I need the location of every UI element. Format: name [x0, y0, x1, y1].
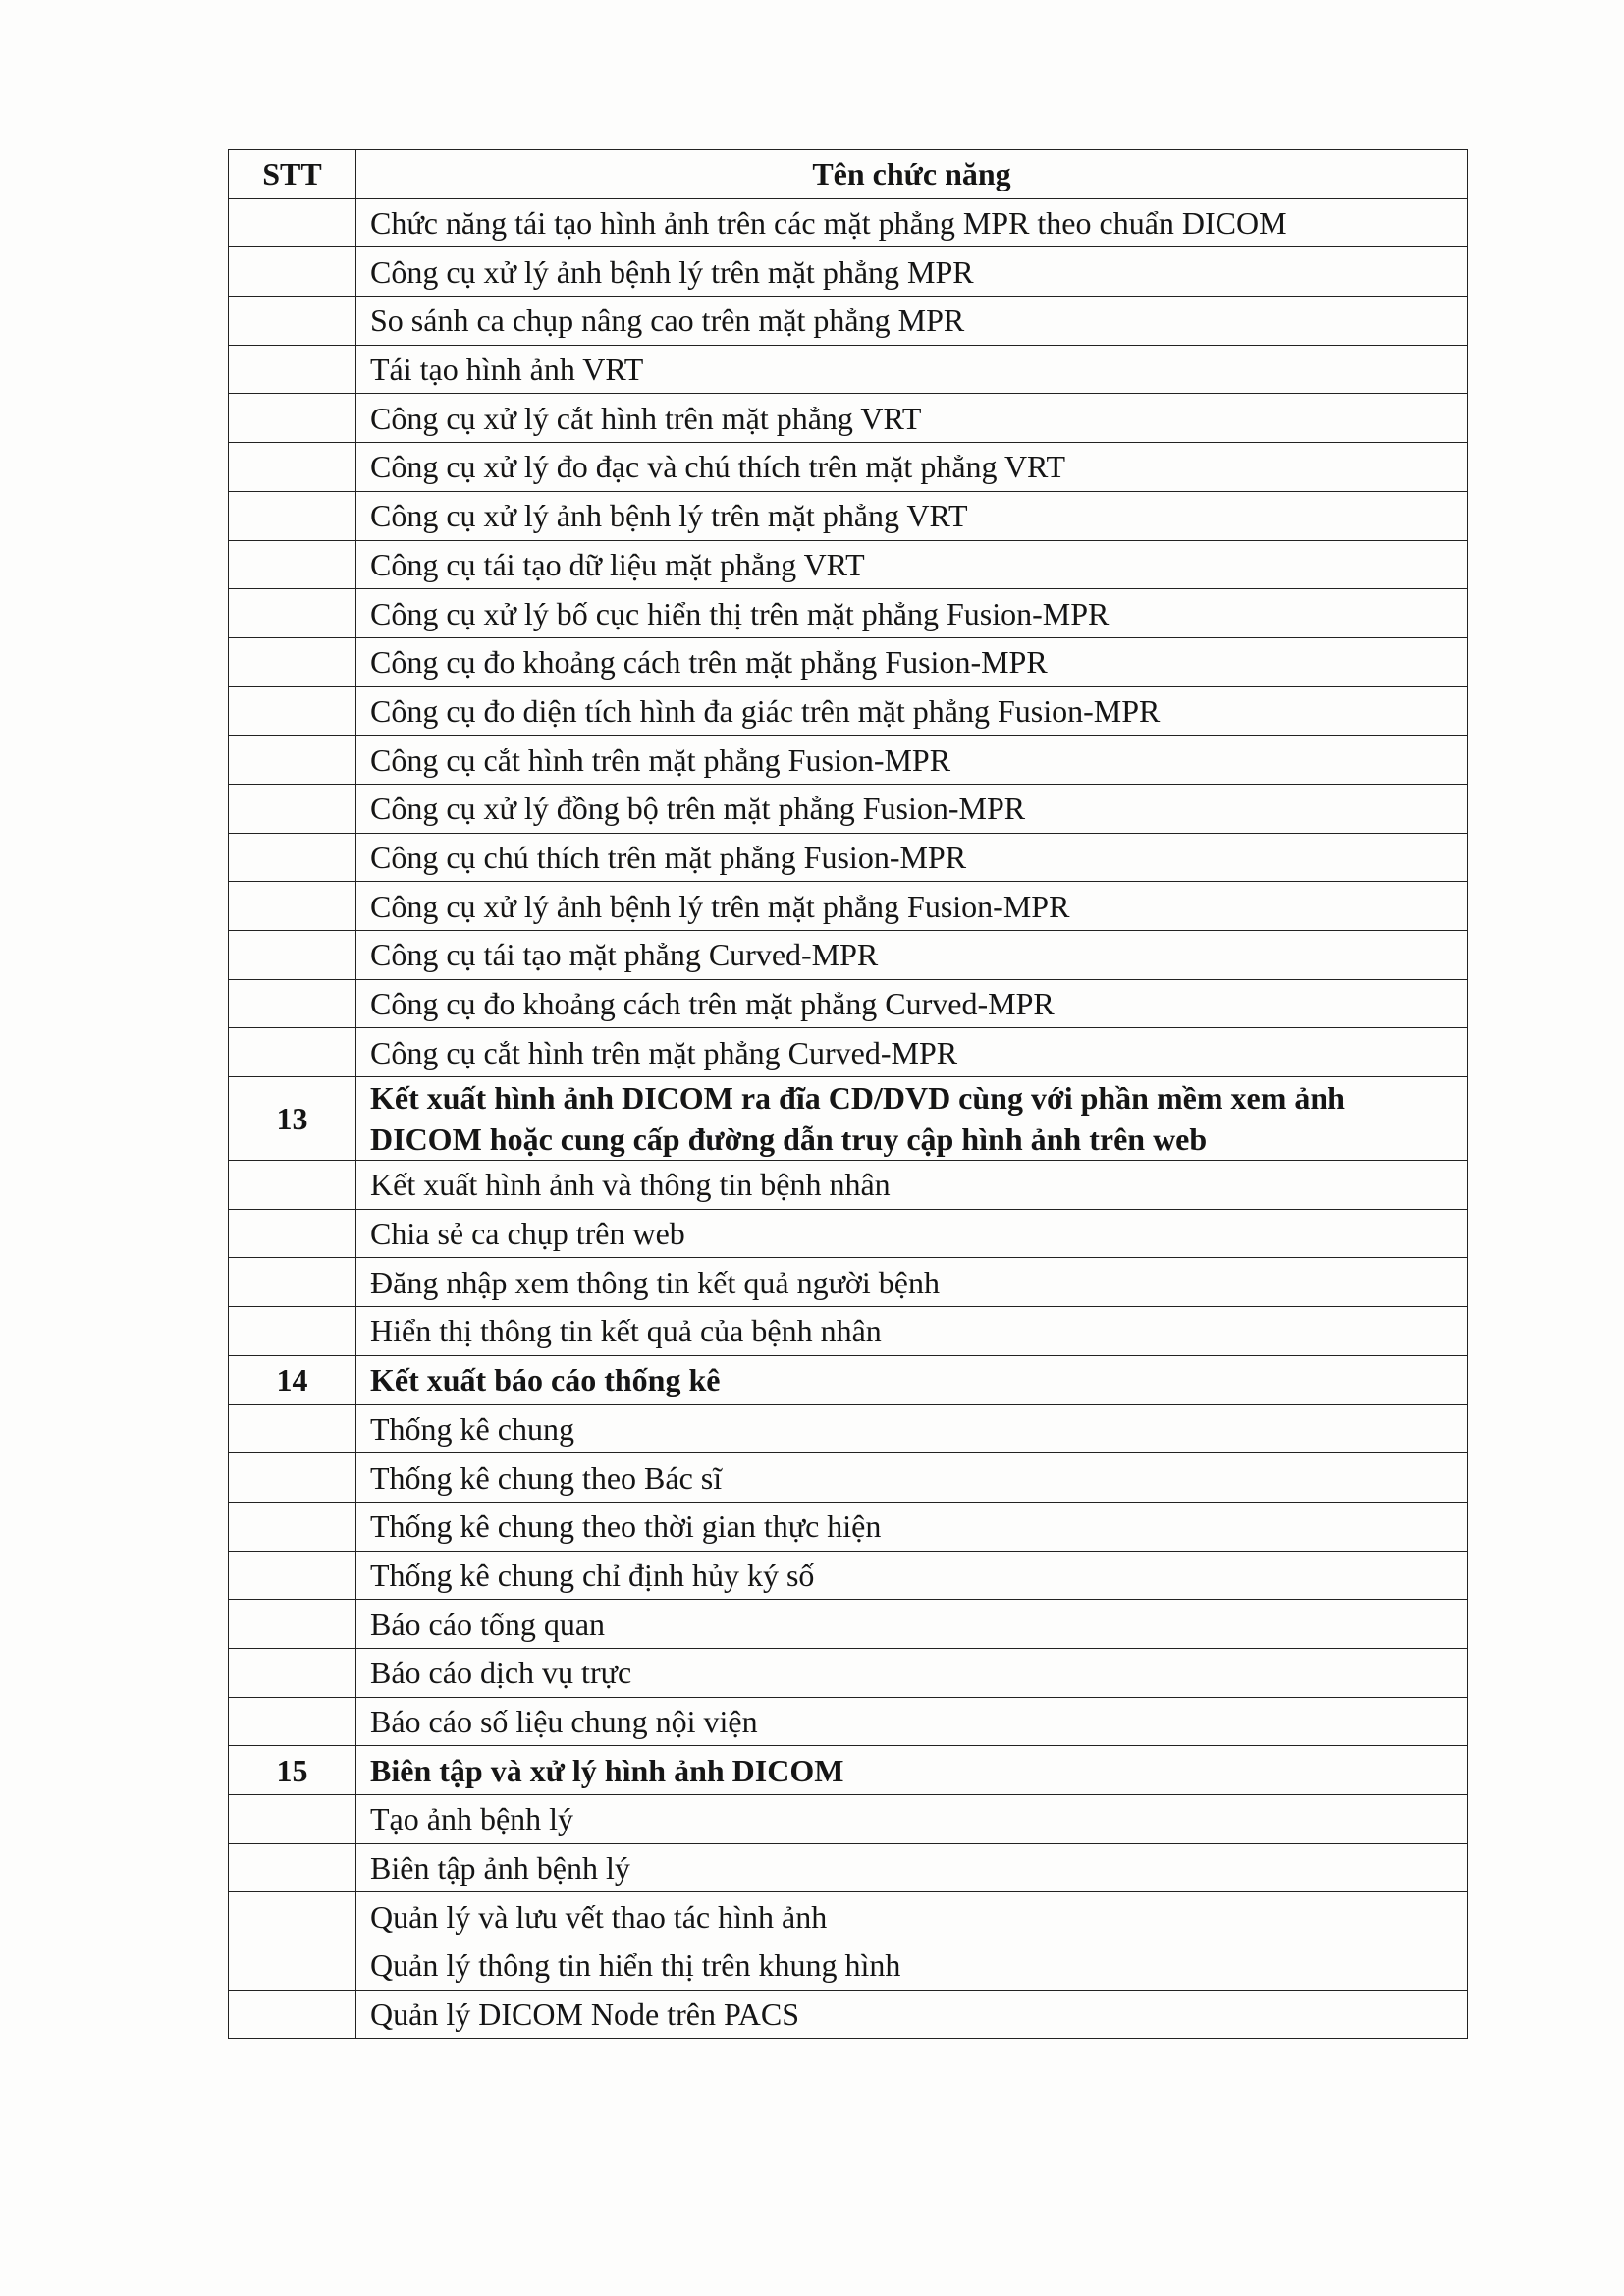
stt-cell: 15 — [229, 1746, 356, 1795]
function-name-cell: Công cụ xử lý cắt hình trên mặt phẳng VRT — [356, 394, 1468, 443]
table-row — [229, 882, 1468, 931]
function-name-cell: Công cụ xử lý bố cục hiển thị trên mặt phẳng Fusion-MPR — [356, 589, 1468, 638]
stt-cell — [229, 1453, 356, 1503]
stt-cell — [229, 198, 356, 247]
stt-cell — [229, 491, 356, 540]
stt-cell — [229, 784, 356, 833]
stt-cell — [229, 1551, 356, 1600]
function-table — [228, 149, 1468, 2039]
stt-cell — [229, 1697, 356, 1746]
table-row — [229, 491, 1468, 540]
function-name-cell: Công cụ chú thích trên mặt phẳng Fusion-MPR — [356, 833, 1468, 882]
table-row — [229, 394, 1468, 443]
stt-cell — [229, 931, 356, 980]
stt-cell — [229, 1258, 356, 1307]
function-name-cell: Báo cáo số liệu chung nội viện — [356, 1697, 1468, 1746]
table-row — [229, 686, 1468, 736]
table-row — [229, 1161, 1468, 1210]
function-name-cell: Quản lý DICOM Node trên PACS — [356, 1990, 1468, 2039]
section-title-cell: Kết xuất báo cáo thống kê — [356, 1355, 1468, 1404]
function-name-cell: Tạo ảnh bệnh lý — [356, 1795, 1468, 1844]
stt-cell — [229, 1990, 356, 2039]
stt-cell — [229, 736, 356, 785]
function-name-cell: Công cụ đo diện tích hình đa giác trên mặt phẳng Fusion-MPR — [356, 686, 1468, 736]
stt-cell — [229, 686, 356, 736]
table-row — [229, 1028, 1468, 1077]
table-row — [229, 1892, 1468, 1941]
function-name-cell: Báo cáo tổng quan — [356, 1600, 1468, 1649]
function-name-cell: Công cụ đo khoảng cách trên mặt phẳng Fusion-MPR — [356, 637, 1468, 686]
function-name-cell: Công cụ cắt hình trên mặt phẳng Fusion-MPR — [356, 736, 1468, 785]
function-name-cell: So sánh ca chụp nâng cao trên mặt phẳng MPR — [356, 297, 1468, 346]
stt-cell — [229, 247, 356, 297]
stt-cell — [229, 1843, 356, 1892]
table-row — [229, 1551, 1468, 1600]
function-name-cell: Tái tạo hình ảnh VRT — [356, 345, 1468, 394]
table-row — [229, 1697, 1468, 1746]
function-name-cell: Công cụ tái tạo mặt phẳng Curved-MPR — [356, 931, 1468, 980]
stt-cell: 14 — [229, 1355, 356, 1404]
stt-cell — [229, 589, 356, 638]
table-row — [229, 589, 1468, 638]
function-name-cell: Thống kê chung theo thời gian thực hiện — [356, 1502, 1468, 1551]
table-row — [229, 247, 1468, 297]
function-name-cell: Công cụ xử lý ảnh bệnh lý trên mặt phẳng VRT — [356, 491, 1468, 540]
function-name-cell: Thống kê chung theo Bác sĩ — [356, 1453, 1468, 1503]
table-row — [229, 1746, 1468, 1795]
table-header-row — [229, 150, 1468, 199]
stt-cell — [229, 1600, 356, 1649]
stt-header: STT — [229, 150, 356, 199]
table-row — [229, 1404, 1468, 1453]
stt-cell — [229, 1161, 356, 1210]
table-row — [229, 1307, 1468, 1356]
stt-cell — [229, 1941, 356, 1991]
stt-cell — [229, 979, 356, 1028]
stt-cell — [229, 1795, 356, 1844]
table-row — [229, 1941, 1468, 1991]
table-row — [229, 345, 1468, 394]
stt-cell — [229, 1648, 356, 1697]
table-row — [229, 198, 1468, 247]
section-title-cell: Biên tập và xử lý hình ảnh DICOM — [356, 1746, 1468, 1795]
function-name-cell: Biên tập ảnh bệnh lý — [356, 1843, 1468, 1892]
table-row — [229, 931, 1468, 980]
table-row — [229, 1600, 1468, 1649]
table-row — [229, 1258, 1468, 1307]
function-name-cell: Quản lý và lưu vết thao tác hình ảnh — [356, 1892, 1468, 1941]
stt-cell — [229, 1892, 356, 1941]
table-row — [229, 1209, 1468, 1258]
function-name-cell: Công cụ xử lý ảnh bệnh lý trên mặt phẳng Fusion-MPR — [356, 882, 1468, 931]
function-name-cell: Quản lý thông tin hiển thị trên khung hình — [356, 1941, 1468, 1991]
stt-cell — [229, 540, 356, 589]
function-name-cell: Hiển thị thông tin kết quả của bệnh nhân — [356, 1307, 1468, 1356]
table-body — [229, 198, 1468, 2039]
table-row — [229, 784, 1468, 833]
function-name-cell: Báo cáo dịch vụ trực — [356, 1648, 1468, 1697]
function-name-cell: Công cụ xử lý ảnh bệnh lý trên mặt phẳng MPR — [356, 247, 1468, 297]
table-row — [229, 540, 1468, 589]
function-name-cell: Đăng nhập xem thông tin kết quả người bệnh — [356, 1258, 1468, 1307]
function-name-cell: Công cụ xử lý đo đạc và chú thích trên mặt phẳng VRT — [356, 443, 1468, 492]
function-name-cell: Kết xuất hình ảnh và thông tin bệnh nhân — [356, 1161, 1468, 1210]
stt-cell — [229, 345, 356, 394]
stt-cell — [229, 443, 356, 492]
stt-cell — [229, 882, 356, 931]
table-row — [229, 297, 1468, 346]
stt-cell — [229, 1209, 356, 1258]
stt-cell — [229, 1028, 356, 1077]
stt-cell — [229, 1307, 356, 1356]
table-row — [229, 1990, 1468, 2039]
stt-cell — [229, 1502, 356, 1551]
table-row — [229, 1355, 1468, 1404]
function-name-cell: Chức năng tái tạo hình ảnh trên các mặt phẳng MPR theo chuẩn DICOM — [356, 198, 1468, 247]
function-name-cell: Thống kê chung chỉ định hủy ký số — [356, 1551, 1468, 1600]
table-row — [229, 736, 1468, 785]
stt-cell — [229, 1404, 356, 1453]
table-row — [229, 1453, 1468, 1503]
function-name-cell: Công cụ đo khoảng cách trên mặt phẳng Curved-MPR — [356, 979, 1468, 1028]
table-row — [229, 1795, 1468, 1844]
function-name-cell: Chia sẻ ca chụp trên web — [356, 1209, 1468, 1258]
function-name-cell: Công cụ tái tạo dữ liệu mặt phẳng VRT — [356, 540, 1468, 589]
function-name-header: Tên chức năng — [356, 150, 1468, 199]
stt-cell — [229, 833, 356, 882]
table-row — [229, 1502, 1468, 1551]
stt-cell — [229, 297, 356, 346]
table-row — [229, 1843, 1468, 1892]
table-row — [229, 637, 1468, 686]
stt-cell — [229, 637, 356, 686]
table-row — [229, 443, 1468, 492]
table-row — [229, 833, 1468, 882]
table-row — [229, 1648, 1468, 1697]
function-name-cell: Thống kê chung — [356, 1404, 1468, 1453]
stt-cell: 13 — [229, 1077, 356, 1161]
stt-cell — [229, 394, 356, 443]
function-name-cell: Công cụ cắt hình trên mặt phẳng Curved-MPR — [356, 1028, 1468, 1077]
section-title-cell: Kết xuất hình ảnh DICOM ra đĩa CD/DVD cùng với phần mềm xem ảnh DICOM hoặc cung cấp đường dẫn truy cập hình ảnh trên web — [356, 1077, 1468, 1161]
function-name-cell: Công cụ xử lý đồng bộ trên mặt phẳng Fusion-MPR — [356, 784, 1468, 833]
table-row — [229, 979, 1468, 1028]
table-row — [229, 1077, 1468, 1161]
